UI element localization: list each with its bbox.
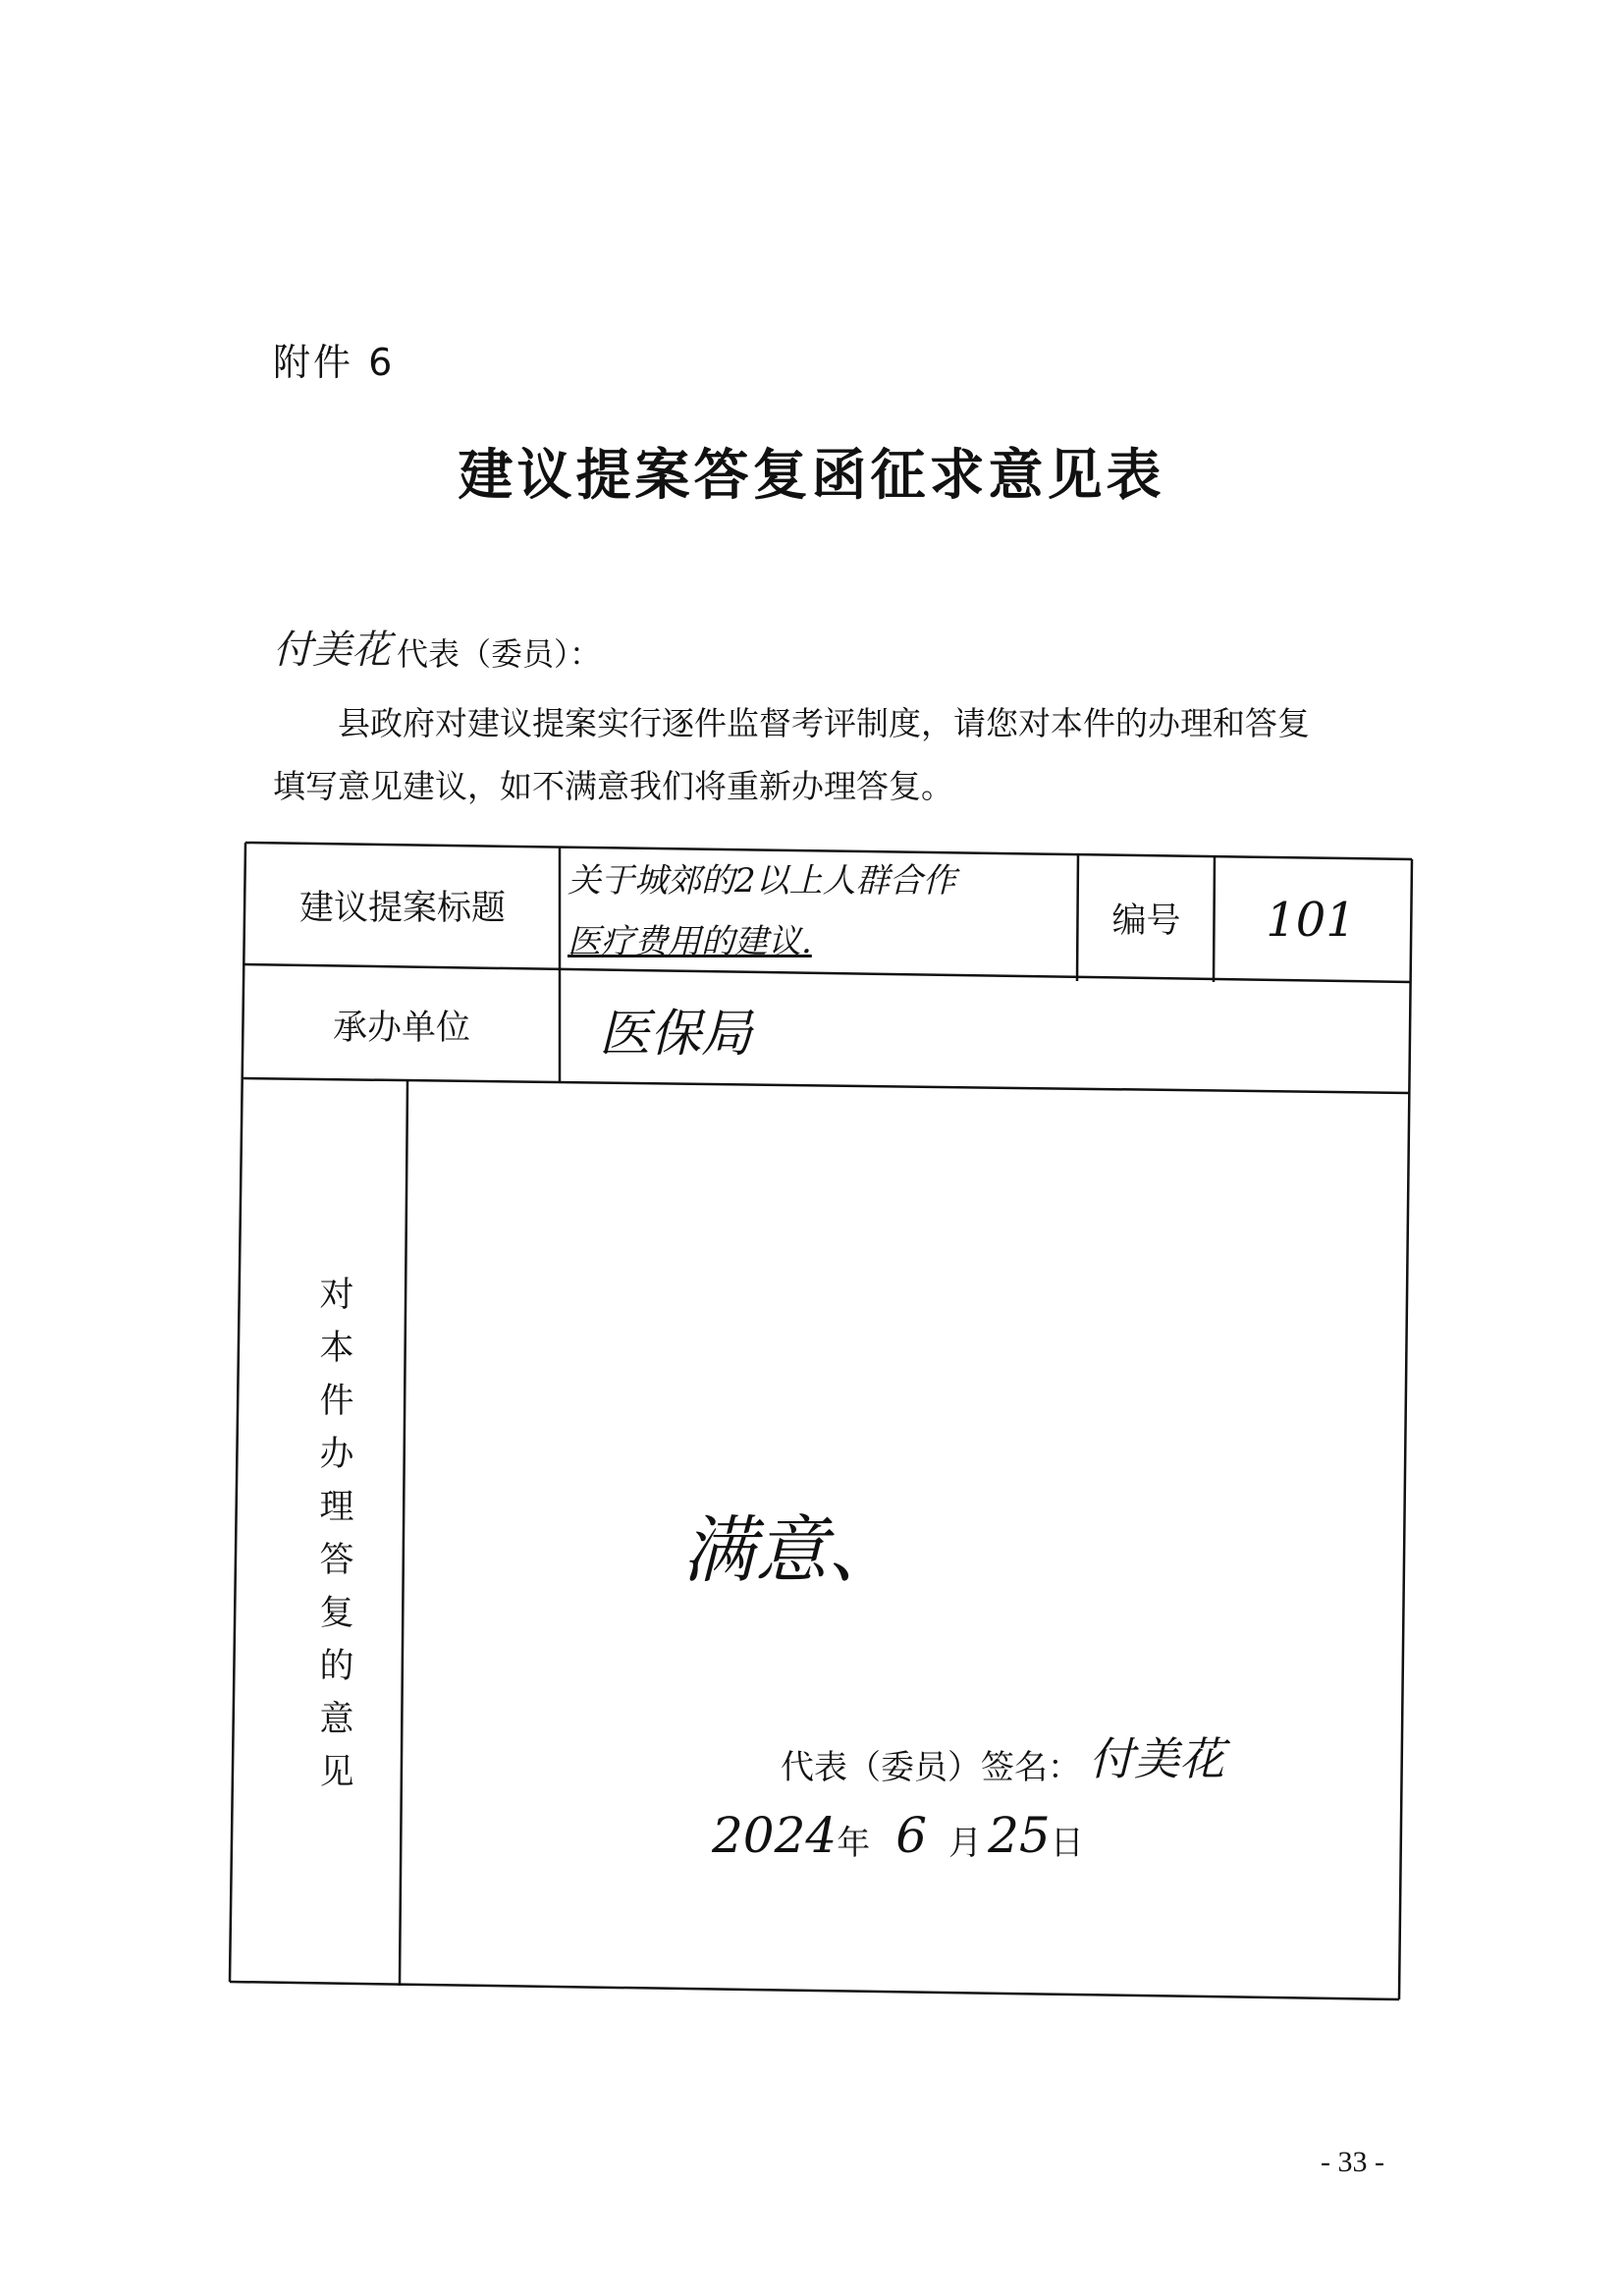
attachment-label: 附件 6 [273, 341, 396, 384]
date-day-unit: 日 [1050, 1824, 1084, 1863]
document-title: 建议提案答复函征求意见表 [458, 443, 1165, 508]
signature-line [781, 1723, 1224, 1788]
opinion-label-char: 对 [319, 1276, 354, 1315]
opinion-label-char: 办 [319, 1435, 354, 1474]
date-year: 2024 [712, 1807, 838, 1864]
date-month-unit: 月 [948, 1824, 983, 1863]
opinion-value: 满意、 [682, 1508, 900, 1593]
date-year-unit: 年 [837, 1824, 871, 1863]
title-value [568, 850, 1073, 976]
handwritten-signature: 付美花 [1089, 1732, 1224, 1785]
opinion-label-char: 见 [319, 1753, 354, 1792]
opinion-label-char: 复 [319, 1594, 354, 1633]
unit-label: 承办单位 [332, 1009, 470, 1048]
salutation [273, 619, 601, 675]
opinion-label-char: 答 [319, 1541, 354, 1580]
signature-date [712, 1807, 1084, 1864]
number-value: 101 [1266, 893, 1356, 948]
title-value-line-1: 关于城郊的2以上人群合作 [568, 861, 956, 901]
intro-line-1: 县政府对建议提案实行逐件监督考评制度，请您对本件的办理和答复 [338, 704, 1310, 742]
signature-label: 代表（委员）签名： [781, 1748, 1081, 1787]
salutation-suffix: 代表（委员）： [397, 635, 602, 673]
opinion-label-vertical [307, 1269, 366, 1799]
opinion-label-char: 意 [319, 1700, 354, 1739]
opinion-label-char: 的 [319, 1647, 354, 1686]
page-number: - 33 - [1321, 2146, 1384, 2178]
unit-value: 医保局 [599, 1005, 753, 1064]
handwritten-representative-name: 付美花 [273, 628, 391, 673]
opinion-label-char: 本 [319, 1329, 354, 1368]
title-value-line-2: 医疗费用的建议. [568, 922, 812, 961]
intro-line-2: 填写意见建议，如不满意我们将重新办理答复。 [273, 767, 953, 805]
number-label: 编号 [1111, 902, 1181, 941]
date-day: 25 [988, 1807, 1051, 1864]
date-month: 6 [895, 1807, 928, 1864]
title-label: 建议提案标题 [298, 889, 506, 928]
intro-paragraph [273, 692, 1402, 818]
opinion-label-char: 件 [319, 1382, 354, 1421]
opinion-label-char: 理 [319, 1488, 354, 1527]
